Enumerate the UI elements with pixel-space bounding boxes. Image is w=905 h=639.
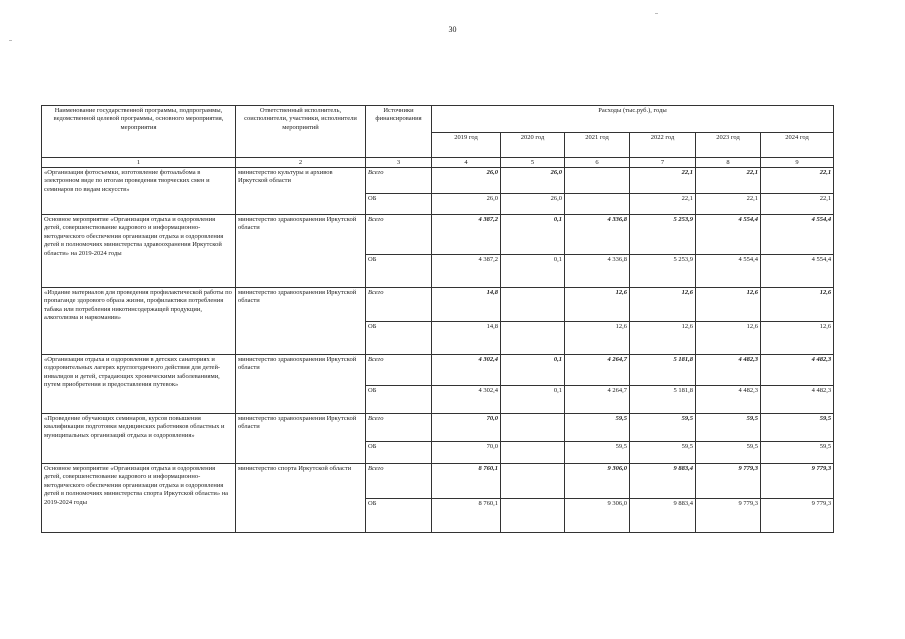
table-row-total: [42, 414, 834, 442]
ob-value: 9 779,3: [761, 499, 834, 533]
source-total-label: Всего: [366, 355, 432, 386]
ob-value: 59,5: [696, 442, 761, 464]
ob-value: 4 264,7: [565, 386, 630, 414]
ob-value: 0,1: [501, 255, 565, 288]
budget-table: [41, 105, 834, 533]
header-year: 2020 год: [501, 133, 565, 158]
total-value: [501, 414, 565, 442]
total-value: 12,6: [761, 288, 834, 322]
column-number: 3: [366, 158, 432, 168]
ob-value: 5 253,9: [630, 255, 696, 288]
total-value: 22,1: [761, 168, 834, 194]
total-value: [501, 464, 565, 499]
total-value: 0,1: [501, 215, 565, 255]
ob-value: 4 336,8: [565, 255, 630, 288]
table-body: [42, 168, 834, 533]
responsible-executor: министерство здравоохранения Иркутской области: [236, 288, 366, 355]
table-row-total: [42, 168, 834, 194]
ob-value: [501, 322, 565, 355]
total-value: 70,0: [432, 414, 501, 442]
total-value: 4 387,2: [432, 215, 501, 255]
ob-value: 4 482,3: [761, 386, 834, 414]
ob-value: 22,1: [630, 194, 696, 215]
total-value: 59,5: [565, 414, 630, 442]
total-value: [565, 168, 630, 194]
ob-value: 4 554,4: [761, 255, 834, 288]
scan-speck: [655, 13, 658, 14]
total-value: 0,1: [501, 355, 565, 386]
responsible-executor: министерство спорта Иркутской области: [236, 464, 366, 533]
total-value: 22,1: [696, 168, 761, 194]
column-number: 6: [565, 158, 630, 168]
column-number: 1: [42, 158, 236, 168]
total-value: 4 482,3: [761, 355, 834, 386]
ob-value: [501, 442, 565, 464]
ob-value: 5 181,8: [630, 386, 696, 414]
ob-value: 4 387,2: [432, 255, 501, 288]
table-row-total: [42, 355, 834, 386]
header-year: 2024 год: [761, 133, 834, 158]
ob-value: 59,5: [630, 442, 696, 464]
column-number: 9: [761, 158, 834, 168]
total-value: 4 336,8: [565, 215, 630, 255]
header-responsible: Ответственный исполнитель, соисполнители, участники, исполнители мероприятий: [236, 106, 366, 158]
total-value: 4 554,4: [696, 215, 761, 255]
source-total-label: Всего: [366, 168, 432, 194]
source-ob-label: ОБ: [366, 442, 432, 464]
total-value: 22,1: [630, 168, 696, 194]
program-name: Основное мероприятие «Организация отдыха и оздоровления детей, совершенствование кадрового и информационно-методического обеспечения организации отдыха и оздоровления детей в полномочиях министерства спорта Иркутской области» на 2019-2024 годы: [42, 464, 236, 533]
total-value: 9 306,0: [565, 464, 630, 499]
ob-value: 26,0: [501, 194, 565, 215]
column-number: 8: [696, 158, 761, 168]
header-name: Наименование государственной программы, подпрограммы, ведомственной целевой программы, основного мероприятия, мероприятия: [42, 106, 236, 158]
responsible-executor: министерство здравоохранения Иркутской области: [236, 215, 366, 288]
ob-value: 9 779,3: [696, 499, 761, 533]
scan-speck: [9, 40, 12, 41]
column-number-row: [42, 158, 834, 168]
total-value: 8 760,1: [432, 464, 501, 499]
ob-value: 22,1: [696, 194, 761, 215]
ob-value: 12,6: [565, 322, 630, 355]
page-number: 30: [448, 25, 457, 34]
source-ob-label: ОБ: [366, 386, 432, 414]
table-row-total: [42, 288, 834, 322]
ob-value: 59,5: [565, 442, 630, 464]
column-number: 7: [630, 158, 696, 168]
source-total-label: Всего: [366, 464, 432, 499]
total-value: [501, 288, 565, 322]
header-year: 2019 год: [432, 133, 501, 158]
program-name: Основное мероприятие «Организация отдыха и оздоровления детей, совершенствование кадрового и информационно-методического обеспечения организации отдыха и оздоровления детей в полномочиях министерства здравоохранения Иркутской области» на 2019-2024 годы: [42, 215, 236, 288]
header-year: 2021 год: [565, 133, 630, 158]
ob-value: [565, 194, 630, 215]
total-value: 5 181,8: [630, 355, 696, 386]
ob-value: 0,1: [501, 386, 565, 414]
total-value: 4 482,3: [696, 355, 761, 386]
header-year: 2022 год: [630, 133, 696, 158]
responsible-executor: министерство здравоохранения Иркутской области: [236, 355, 366, 414]
source-ob-label: ОБ: [366, 194, 432, 215]
total-value: 4 264,7: [565, 355, 630, 386]
column-number: 2: [236, 158, 366, 168]
total-value: 9 883,4: [630, 464, 696, 499]
ob-value: 14,8: [432, 322, 501, 355]
table-row-total: [42, 215, 834, 255]
source-total-label: Всего: [366, 414, 432, 442]
total-value: 5 253,9: [630, 215, 696, 255]
total-value: 26,0: [432, 168, 501, 194]
ob-value: 59,5: [761, 442, 834, 464]
header-expenses: Расходы (тыс.руб.), годы: [432, 106, 834, 133]
program-name: «Проведение обучающих семинаров, курсов повышения квалификации подготовки медицинских работников областных и муниципальных организаций отдыха и оздоровления»: [42, 414, 236, 464]
source-ob-label: ОБ: [366, 255, 432, 288]
ob-value: 4 482,3: [696, 386, 761, 414]
total-value: 59,5: [630, 414, 696, 442]
ob-value: 12,6: [761, 322, 834, 355]
column-number: 5: [501, 158, 565, 168]
ob-value: 12,6: [630, 322, 696, 355]
source-total-label: Всего: [366, 215, 432, 255]
header-year: 2023 год: [696, 133, 761, 158]
header-source: Источники финансирования: [366, 106, 432, 158]
total-value: 9 779,3: [761, 464, 834, 499]
program-name: «Издание материалов для проведения профилактической работы по пропаганде здорового образа жизни, профилактики потребления табака или потребления никотинсодержащей продукции, алкоголизма и наркомании»: [42, 288, 236, 355]
ob-value: 9 883,4: [630, 499, 696, 533]
total-value: 59,5: [761, 414, 834, 442]
ob-value: [501, 499, 565, 533]
ob-value: 9 306,0: [565, 499, 630, 533]
responsible-executor: министерство здравоохранения Иркутской области: [236, 414, 366, 464]
ob-value: 70,0: [432, 442, 501, 464]
source-ob-label: ОБ: [366, 322, 432, 355]
program-name: «Организация отдыха и оздоровления в детских санаториях и оздоровительных лагерях круглогодичного действия для детей-инвалидов и детей, страдающих хроническими заболеваниями, путем приобретения и предоставления путевок»: [42, 355, 236, 414]
total-value: 9 779,3: [696, 464, 761, 499]
total-value: 14,8: [432, 288, 501, 322]
program-name: «Организация фотосъемки, изготовление фотоальбома в электронном виде по итогам проведения творческих смен и семинаров по видам искусств»: [42, 168, 236, 215]
total-value: 59,5: [696, 414, 761, 442]
table-row-total: [42, 464, 834, 499]
source-total-label: Всего: [366, 288, 432, 322]
total-value: 4 554,4: [761, 215, 834, 255]
total-value: 4 302,4: [432, 355, 501, 386]
total-value: 12,6: [565, 288, 630, 322]
responsible-executor: министерство культуры и архивов Иркутской области: [236, 168, 366, 215]
ob-value: 22,1: [761, 194, 834, 215]
ob-value: 8 760,1: [432, 499, 501, 533]
source-ob-label: ОБ: [366, 499, 432, 533]
ob-value: 4 302,4: [432, 386, 501, 414]
ob-value: 12,6: [696, 322, 761, 355]
total-value: 26,0: [501, 168, 565, 194]
ob-value: 26,0: [432, 194, 501, 215]
ob-value: 4 554,4: [696, 255, 761, 288]
column-number: 4: [432, 158, 501, 168]
total-value: 12,6: [696, 288, 761, 322]
total-value: 12,6: [630, 288, 696, 322]
